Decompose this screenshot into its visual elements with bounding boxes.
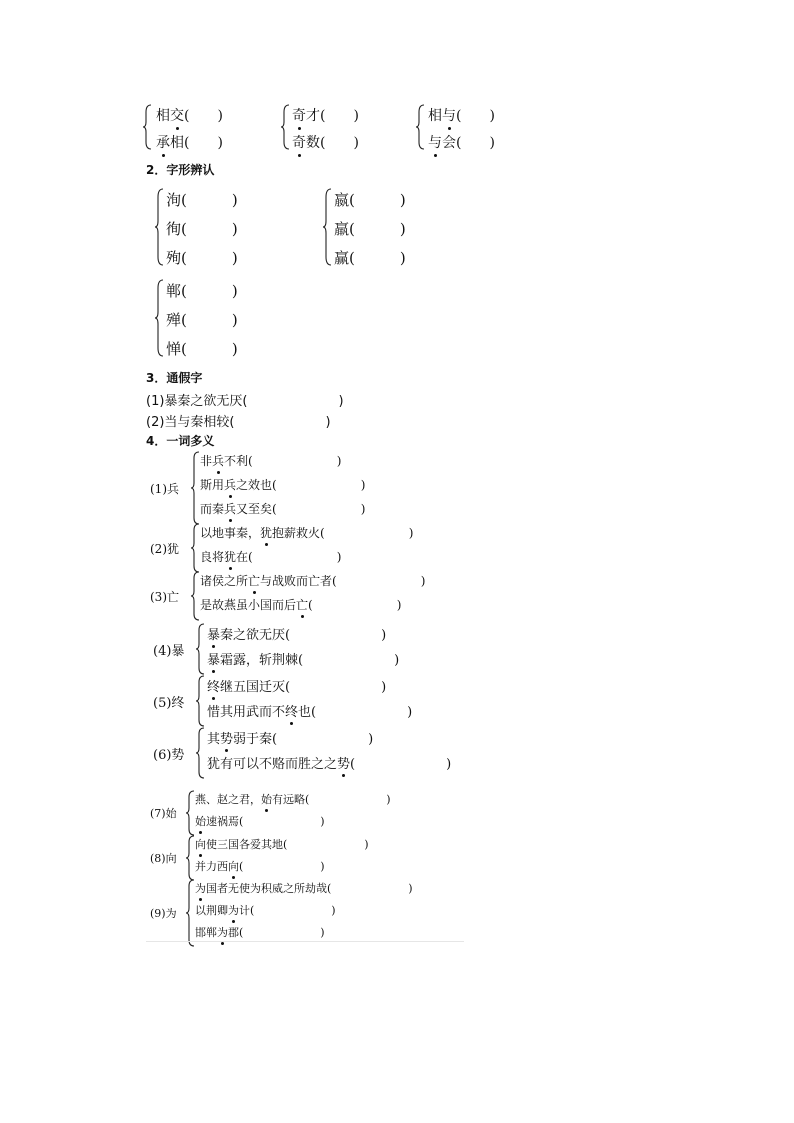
sentence-post: 国者无使为积威之所劫哉 (206, 882, 327, 895)
polysemy-sentence (200, 572, 425, 589)
dotted-char: 奇 (292, 105, 306, 125)
polysemy-sentence (207, 728, 373, 747)
answer-blank: ( ) (332, 574, 426, 588)
item-pre: 相 (156, 108, 170, 124)
dotted-char: 奇 (292, 132, 306, 152)
answer-blank: ( ) (298, 653, 400, 668)
dotted-char: 向 (195, 838, 206, 851)
answer-blank: ( ) (283, 838, 369, 851)
brace-s4-4 (196, 623, 206, 675)
sentence-pre: 其 (207, 732, 221, 747)
sentence-pre: 以荆卿 (195, 904, 228, 917)
polysemy-label: (3)亡 (150, 589, 179, 604)
sentence-pre: 良将 (200, 550, 225, 564)
dotted-char: 始 (261, 793, 272, 806)
top-3-item-2: 与会( ) (428, 132, 495, 152)
s2-g3-item-2: 殚( ) (166, 311, 238, 329)
polysemy-label: (2)犹 (150, 541, 179, 556)
answer-blank: ( ) (350, 757, 452, 772)
sentence-pre: 诸侯之所 (200, 574, 249, 588)
brace-top-3 (416, 104, 426, 150)
s2-g3-item-1: 郸( ) (166, 282, 238, 300)
section-3-title: 3．通假字 (146, 371, 203, 385)
answer-blank: ( ) (248, 550, 342, 564)
dotted-char: 势 (220, 728, 233, 747)
sentence-post: 霜露，斩荆棘 (220, 653, 299, 668)
answer-blank: ( ) (248, 454, 342, 468)
answer-blank: ( ) (320, 526, 414, 540)
bottom-rule (146, 941, 464, 942)
section-3-item-1: (1)暴秦之欲无厌( ) (146, 394, 344, 409)
sentence-post: 也 (298, 705, 312, 720)
sentence-post: 与战败而亡者 (260, 574, 333, 588)
answer-blank: ( ) (184, 135, 223, 151)
answer-blank: ( ) (250, 904, 336, 917)
section-2-title: 2．字形辨认 (146, 163, 215, 177)
dotted-char: 犹 (224, 550, 237, 564)
polysemy-label: (9)为 (150, 907, 177, 921)
answer-blank: ( ) (320, 108, 359, 124)
dotted-char: 与 (442, 105, 456, 125)
polysemy-sentence (200, 452, 341, 469)
answer-blank: ( ) (272, 478, 366, 492)
dotted-char: 始 (195, 815, 206, 828)
top-1-item-1 (156, 105, 223, 125)
s2-g2-item-2: 羸( ) (334, 220, 406, 238)
brace-s2-2 (323, 188, 333, 266)
s2-g2-item-3: 赢( ) (334, 249, 406, 267)
brace-top-1 (143, 104, 153, 150)
brace-s4-5 (196, 675, 206, 727)
polysemy-sentence (195, 836, 369, 852)
polysemy-label: (5)终 (153, 695, 185, 711)
dotted-char: 兵 (212, 454, 225, 468)
polysemy-sentence (207, 701, 412, 720)
sentence-pre: 燕、赵之君， (195, 793, 261, 806)
polysemy-sentence (200, 476, 365, 493)
answer-blank: ( ) (308, 598, 402, 612)
sentence-post: 之效也 (236, 478, 273, 492)
polysemy-label: (4)暴 (153, 643, 185, 659)
brace-s2-3 (155, 279, 165, 357)
answer-blank: ( ) (311, 705, 413, 720)
brace-top-2 (281, 104, 291, 150)
top-2-item-2: 奇数( ) (292, 132, 359, 152)
answer-blank: ( ) (239, 815, 325, 828)
top-1-item-2: 承相( ) (156, 132, 223, 152)
polysemy-sentence (195, 880, 413, 896)
brace-s4-6 (196, 727, 206, 779)
section-4-title: 4．一词多义 (146, 434, 215, 448)
answer-blank: ( ) (285, 680, 387, 695)
sentence-post: 速祸焉 (206, 815, 239, 828)
top-2-item-1: 奇才( ) (292, 105, 359, 125)
answer-blank: ( ) (285, 628, 387, 643)
sentence-post: 秦之欲无厌 (220, 628, 286, 643)
sentence-pre: 惜其用武而不 (207, 705, 286, 720)
answer-blank: ( ) (239, 860, 325, 873)
polysemy-sentence (207, 753, 451, 772)
answer-blank: ( ) (320, 135, 359, 151)
dotted-char: 为 (217, 926, 228, 939)
dotted-char: 兵 (224, 478, 237, 492)
polysemy-sentence (195, 924, 325, 940)
dotted-char: 承 (156, 132, 170, 152)
sentence-post: 计 (239, 904, 250, 917)
sentence-pre: 邯郸 (195, 926, 217, 939)
dotted-char: 亡 (296, 598, 309, 612)
s2-g3-item-3: 惮( ) (166, 340, 238, 358)
dotted-char: 亡 (248, 574, 261, 588)
sentence-pre: 而秦 (200, 502, 225, 516)
answer-blank: ( ) (184, 108, 223, 124)
s2-g1-item-2: 徇( ) (166, 220, 238, 238)
s2-g1-item-3: 殉( ) (166, 249, 238, 267)
brace-s2-1 (155, 188, 165, 266)
sentence-post: 抱薪救火 (272, 526, 321, 540)
dotted-char: 交 (170, 105, 184, 125)
polysemy-sentence (195, 902, 336, 918)
dotted-char: 为 (228, 904, 239, 917)
top-3-item-1: 相与( ) (428, 105, 495, 125)
polysemy-sentence (207, 649, 399, 668)
answer-blank: ( ) (305, 793, 391, 806)
sentence-post: 弱于秦 (233, 732, 273, 747)
dotted-char: 终 (285, 701, 298, 720)
polysemy-sentence (200, 500, 365, 517)
polysemy-sentence (195, 858, 325, 874)
dotted-char: 暴 (207, 624, 220, 643)
sentence-post: 继五国迁灭 (220, 680, 286, 695)
sentence-post: 在 (236, 550, 249, 564)
dotted-char: 与 (428, 132, 442, 152)
polysemy-sentence (200, 596, 401, 613)
s2-g2-item-1: 嬴( ) (334, 191, 406, 209)
answer-blank: ( ) (456, 135, 495, 151)
sentence-pre: 并力西 (195, 860, 228, 873)
dotted-char: 兵 (224, 502, 237, 516)
polysemy-label: (6)势 (153, 747, 185, 763)
sentence-pre: 是故燕虽小国而后 (200, 598, 297, 612)
answer-blank: ( ) (456, 108, 495, 124)
dotted-char: 终 (207, 676, 220, 695)
dotted-char: 势 (337, 753, 350, 772)
polysemy-sentence (207, 676, 386, 695)
dotted-char: 犹 (260, 526, 273, 540)
polysemy-label: (7)始 (150, 807, 177, 821)
polysemy-sentence (195, 791, 391, 807)
sentence-post: 有远略 (272, 793, 305, 806)
dotted-char: 暴 (207, 649, 220, 668)
answer-blank: ( ) (272, 732, 374, 747)
polysemy-sentence (200, 548, 341, 565)
sentence-post: 又至矣 (236, 502, 273, 516)
polysemy-sentence (200, 524, 413, 541)
section-3-item-2: (2)当与秦相较( ) (146, 415, 331, 430)
answer-blank: ( ) (239, 926, 325, 939)
sentence-post: 郡 (228, 926, 239, 939)
dotted-char: 向 (228, 860, 239, 873)
sentence-pre: 斯用 (200, 478, 225, 492)
polysemy-label: (8)向 (150, 852, 177, 866)
sentence-pre: 犹有可以不赂而胜之之 (207, 757, 338, 772)
polysemy-sentence (195, 813, 325, 829)
answer-blank: ( ) (272, 502, 366, 516)
polysemy-sentence (207, 624, 386, 643)
sentence-post: 不利 (224, 454, 249, 468)
dotted-char: 为 (195, 882, 206, 895)
sentence-pre: 以地事秦， (200, 526, 261, 540)
sentence-post: 使三国各爱其地 (206, 838, 283, 851)
polysemy-label: (1)兵 (150, 481, 179, 496)
sentence-pre: 非 (200, 454, 213, 468)
s2-g1-item-1: 洵( ) (166, 191, 238, 209)
answer-blank: ( ) (327, 882, 413, 895)
